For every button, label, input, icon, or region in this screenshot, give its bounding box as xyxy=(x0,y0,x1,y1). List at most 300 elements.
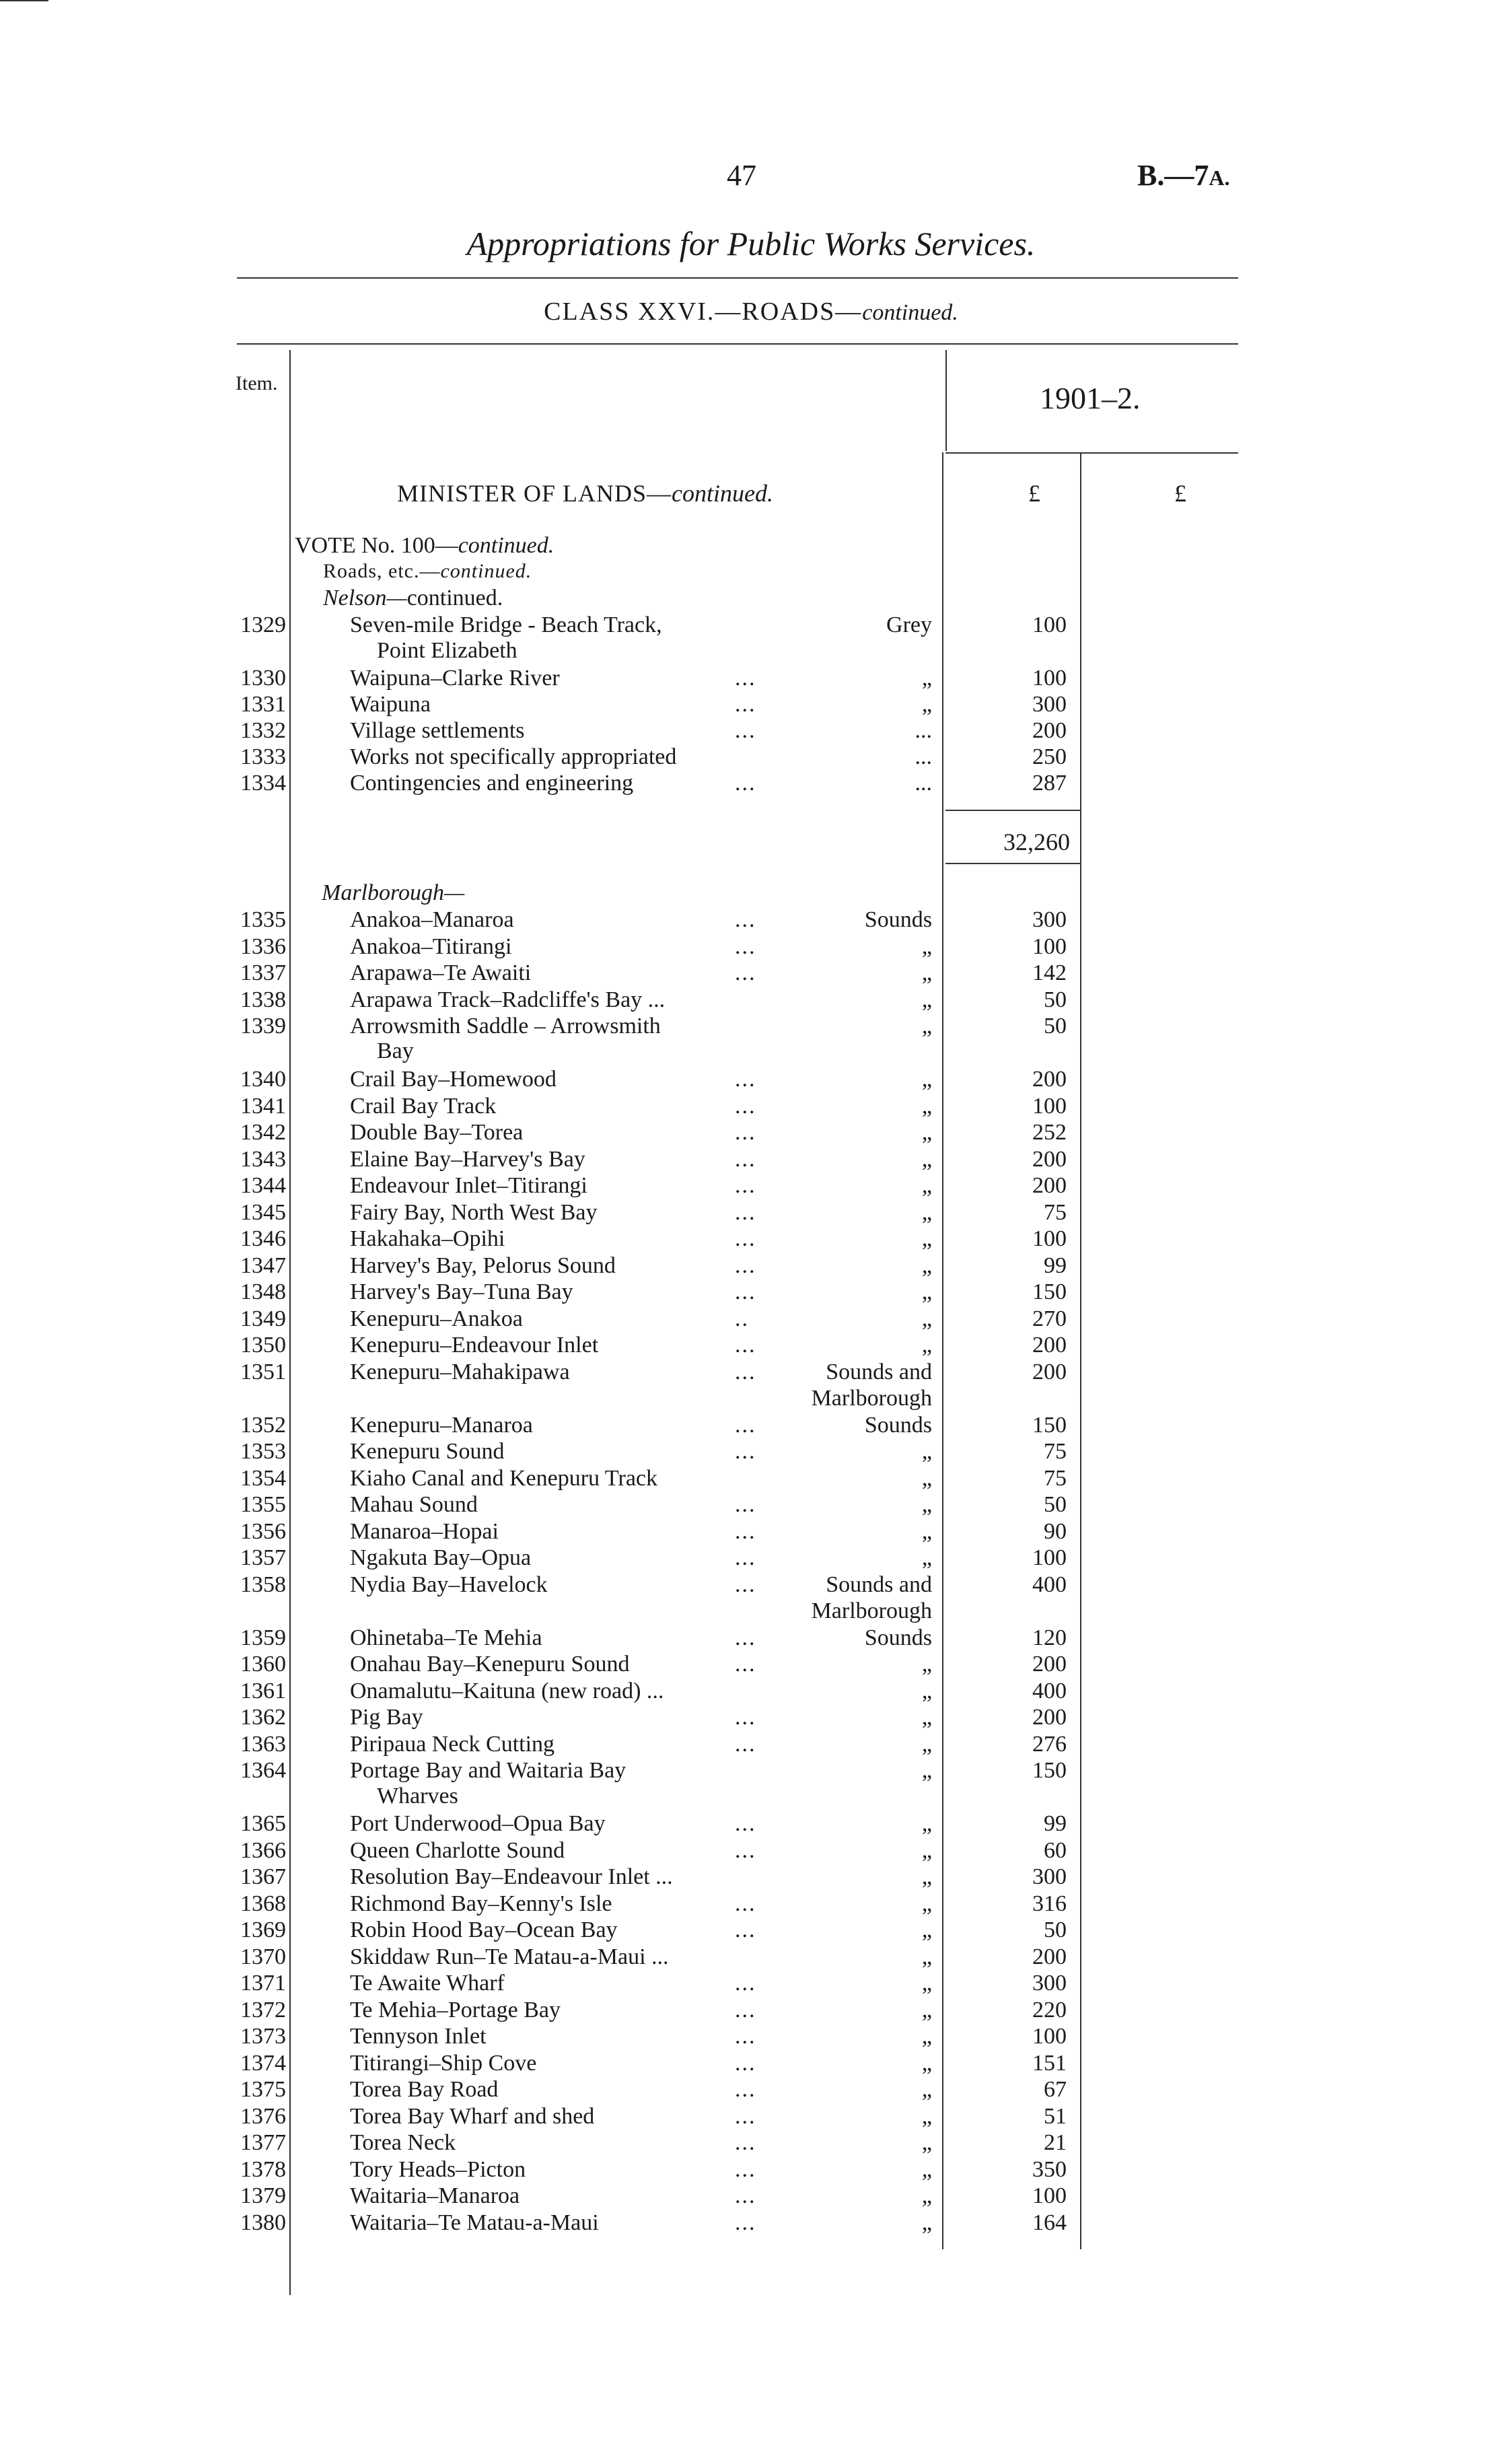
item-amount: 100 xyxy=(1032,2024,1067,2049)
item-district: „ xyxy=(921,1705,932,1730)
vote-heading-main: VOTE No. 100— xyxy=(295,533,458,558)
leader-dots: ... xyxy=(735,934,756,959)
item-description: Arapawa–Te Awaiti xyxy=(350,960,532,985)
table-row xyxy=(0,1253,1502,1279)
leader-dots: ... xyxy=(735,960,756,985)
item-district: „ xyxy=(921,1758,932,1783)
table-row xyxy=(0,2210,1502,2236)
item-description: Kiaho Canal and Kenepuru Track xyxy=(350,1466,658,1491)
item-amount: 270 xyxy=(1032,1306,1067,1331)
ministry-heading-main: MINISTER OF LANDS— xyxy=(397,480,672,507)
item-number: 1345 xyxy=(240,1200,286,1225)
item-description: Crail Bay–Homewood xyxy=(350,1067,557,1092)
leader-dots: ... xyxy=(735,666,756,691)
table-row xyxy=(0,1519,1502,1545)
item-amount: 200 xyxy=(1032,1944,1067,1969)
item-number: 1355 xyxy=(240,1492,286,1517)
leader-dots: ... xyxy=(735,1492,756,1517)
item-number: 1372 xyxy=(240,1998,286,2022)
item-amount: 50 xyxy=(1044,1014,1067,1039)
item-amount: 75 xyxy=(1044,1200,1067,1225)
leader-dots: ... xyxy=(735,2077,756,2102)
item-district: Marlborough xyxy=(811,1598,932,1623)
item-number: 1358 xyxy=(240,1572,286,1597)
item-number: 1364 xyxy=(240,1758,286,1783)
item-amount: 75 xyxy=(1044,1466,1067,1491)
doc-ref-suffix: A. xyxy=(1209,166,1230,190)
leader-dots: ... xyxy=(735,2051,756,2076)
item-district: „ xyxy=(921,1944,932,1969)
leader-dots: ... xyxy=(735,1917,756,1942)
nelson-heading-continued: continued. xyxy=(406,586,503,610)
leader-dots: ... xyxy=(735,1147,756,1172)
item-number: 1335 xyxy=(240,907,286,932)
leader-dots: ... xyxy=(735,1652,756,1677)
item-district: „ xyxy=(921,1147,932,1172)
item-description: Double Bay–Torea xyxy=(350,1120,524,1145)
leader-dots: ... xyxy=(735,2210,756,2235)
table-row xyxy=(0,692,1502,717)
item-number: 1368 xyxy=(240,1891,286,1916)
item-amount: 276 xyxy=(1032,1732,1067,1757)
item-district: „ xyxy=(921,2051,932,2076)
table-row xyxy=(0,1094,1502,1119)
class-heading-continued: continued. xyxy=(862,300,958,325)
table-row xyxy=(0,1891,1502,1917)
table-row xyxy=(0,612,1502,638)
item-district: Marlborough xyxy=(811,1386,932,1411)
item-description: Works not specifically appropriated xyxy=(350,744,677,769)
item-description: Waipuna xyxy=(350,692,431,717)
item-description: Te Mehia–Portage Bay xyxy=(350,1998,561,2022)
leader-dots: ... xyxy=(735,1173,756,1198)
item-amount: 200 xyxy=(1032,1333,1067,1358)
item-number: 1370 xyxy=(240,1944,286,1969)
item-description: Elaine Bay–Harvey's Bay xyxy=(350,1147,585,1172)
item-header-underline xyxy=(0,0,48,1)
item-amount: 150 xyxy=(1032,1413,1067,1438)
item-district: „ xyxy=(921,1917,932,1942)
item-amount: 67 xyxy=(1044,2077,1067,2102)
item-description: Hakahaka–Opihi xyxy=(350,1226,505,1251)
item-number: 1343 xyxy=(240,1147,286,1172)
table-row xyxy=(0,1173,1502,1199)
item-district: „ xyxy=(921,666,932,691)
item-amount: 300 xyxy=(1032,907,1067,932)
item-description: Torea Bay Road xyxy=(350,2077,499,2102)
item-number: 1377 xyxy=(240,2130,286,2155)
item-amount: 250 xyxy=(1032,744,1067,769)
item-description: Waitaria–Te Matau-a-Maui xyxy=(350,2210,599,2235)
item-district: „ xyxy=(921,1333,932,1358)
item-number: 1375 xyxy=(240,2077,286,2102)
table-row xyxy=(0,1200,1502,1226)
marlborough-heading xyxy=(322,880,464,906)
item-number: 1340 xyxy=(240,1067,286,1092)
item-district: ... xyxy=(915,771,932,796)
nelson-total: 32,260 xyxy=(1003,829,1070,855)
table-row xyxy=(0,771,1502,796)
leader-dots: ... xyxy=(735,2157,756,2182)
item-description: Tory Heads–Picton xyxy=(350,2157,526,2182)
item-description: Kenepuru Sound xyxy=(350,1439,505,1464)
item-district: „ xyxy=(921,1226,932,1251)
table-row xyxy=(0,2104,1502,2129)
table-row xyxy=(0,1864,1502,1890)
year-column-divider-top xyxy=(945,350,947,451)
item-description: Arapawa Track–Radcliffe's Bay ... xyxy=(350,987,666,1012)
item-district: „ xyxy=(921,934,932,959)
item-district: „ xyxy=(921,1014,932,1039)
item-district: „ xyxy=(921,2183,932,2208)
item-number: 1363 xyxy=(240,1732,286,1757)
nelson-heading-main: Nelson— xyxy=(323,586,407,610)
item-amount: 151 xyxy=(1032,2051,1067,2076)
vote-heading xyxy=(295,533,554,559)
item-number: 1367 xyxy=(240,1864,286,1889)
subtotal-rule-bottom xyxy=(945,863,1080,864)
item-amount: 50 xyxy=(1044,1917,1067,1942)
item-number: 1354 xyxy=(240,1466,286,1491)
leader-dots: ... xyxy=(735,2183,756,2208)
leader-dots: ... xyxy=(735,1705,756,1730)
item-description: Kenepuru–Endeavour Inlet xyxy=(350,1333,599,1358)
item-amount: 200 xyxy=(1032,1067,1067,1092)
item-amount: 200 xyxy=(1032,1705,1067,1730)
table-row xyxy=(0,1545,1502,1571)
item-district: „ xyxy=(921,2077,932,2102)
table-row xyxy=(0,1917,1502,1943)
item-district: Sounds and xyxy=(826,1360,932,1384)
leader-dots: ... xyxy=(735,1625,756,1650)
item-district: „ xyxy=(921,1545,932,1570)
item-description: Anakoa–Titirangi xyxy=(350,934,512,959)
item-number: 1347 xyxy=(240,1253,286,1278)
leader-dots: ... xyxy=(735,1360,756,1384)
table-row xyxy=(0,1333,1502,1358)
item-description: Port Underwood–Opua Bay xyxy=(350,1811,606,1836)
item-district: „ xyxy=(921,1971,932,1996)
table-row xyxy=(0,1067,1502,1092)
item-number: 1360 xyxy=(240,1652,286,1677)
item-description: Waipuna–Clarke River xyxy=(350,666,560,691)
leader-dots: ... xyxy=(735,1120,756,1145)
item-amount: 150 xyxy=(1032,1758,1067,1783)
roads-heading xyxy=(323,560,532,583)
item-district: „ xyxy=(921,1998,932,2022)
table-row xyxy=(0,2077,1502,2103)
item-number: 1376 xyxy=(240,2104,286,2129)
table-row xyxy=(0,2183,1502,2209)
item-amount: 200 xyxy=(1032,1360,1067,1384)
item-district: „ xyxy=(921,1253,932,1278)
table-row xyxy=(0,907,1502,933)
item-number: 1338 xyxy=(240,987,286,1012)
item-description: Resolution Bay–Endeavour Inlet ... xyxy=(350,1864,673,1889)
class-heading-main: CLASS XXVI.—ROADS— xyxy=(544,297,863,326)
item-amount: 220 xyxy=(1032,1998,1067,2022)
table-top-rule xyxy=(237,343,1238,345)
table-row xyxy=(0,2024,1502,2049)
item-number: 1357 xyxy=(240,1545,286,1570)
item-district: „ xyxy=(921,1173,932,1198)
item-district: „ xyxy=(921,1864,932,1889)
item-amount: 142 xyxy=(1032,960,1067,985)
item-district: „ xyxy=(921,1811,932,1836)
item-number: 1374 xyxy=(240,2051,286,2076)
item-district: Sounds xyxy=(864,1413,932,1438)
ministry-heading xyxy=(397,479,773,507)
item-description: Ngakuta Bay–Opua xyxy=(350,1545,532,1570)
item-description: Fairy Bay, North West Bay xyxy=(350,1200,598,1225)
item-description: Onamalutu–Kaituna (new road) ... xyxy=(350,1679,664,1703)
table-row xyxy=(0,1360,1502,1385)
leader-dots: ... xyxy=(735,692,756,717)
year-header-rule xyxy=(945,452,1238,454)
item-amount: 150 xyxy=(1032,1279,1067,1304)
item-district: „ xyxy=(921,960,932,985)
leader-dots: ... xyxy=(735,1891,756,1916)
table-row xyxy=(0,2130,1502,2156)
item-district: ... xyxy=(915,718,932,743)
item-description-continuation: Wharves xyxy=(377,1784,458,1808)
item-description-continuation: Bay xyxy=(377,1039,414,1063)
item-amount: 100 xyxy=(1032,612,1067,637)
leader-dots: ... xyxy=(735,1067,756,1092)
table-row xyxy=(0,934,1502,960)
item-amount: 300 xyxy=(1032,692,1067,717)
table-row xyxy=(0,1306,1502,1332)
item-number: 1366 xyxy=(240,1838,286,1863)
item-amount: 60 xyxy=(1044,1838,1067,1863)
leader-dots: ... xyxy=(735,907,756,932)
item-description: Manaroa–Hopai xyxy=(350,1519,499,1544)
subtotal-rule xyxy=(945,810,1080,811)
item-amount: 120 xyxy=(1032,1625,1067,1650)
item-description-continuation: Point Elizabeth xyxy=(377,638,517,663)
item-amount: 100 xyxy=(1032,1545,1067,1570)
item-amount: 350 xyxy=(1032,2157,1067,2182)
item-district: ... xyxy=(915,744,932,769)
item-number: 1348 xyxy=(240,1279,286,1304)
item-district: Sounds xyxy=(864,1625,932,1650)
item-amount: 287 xyxy=(1032,771,1067,796)
table-row xyxy=(0,1998,1502,2023)
item-amount: 100 xyxy=(1032,1226,1067,1251)
roads-heading-continued: continued. xyxy=(440,560,532,582)
item-column-header: Item. xyxy=(236,372,278,394)
item-number: 1365 xyxy=(240,1811,286,1836)
item-number: 1352 xyxy=(240,1413,286,1438)
table-row xyxy=(0,1466,1502,1491)
table-row xyxy=(0,1386,1502,1411)
item-district: Sounds xyxy=(864,907,932,932)
item-amount: 400 xyxy=(1032,1679,1067,1703)
item-district: Sounds and xyxy=(826,1572,932,1597)
doc-ref-main: B.—7 xyxy=(1137,159,1209,192)
item-district: „ xyxy=(921,2157,932,2182)
item-number: 1379 xyxy=(240,2183,286,2208)
table-row xyxy=(0,1279,1502,1305)
item-description: Contingencies and engineering xyxy=(350,771,634,796)
item-description: Village settlements xyxy=(350,718,525,743)
item-number: 1342 xyxy=(240,1120,286,1145)
table-row xyxy=(0,1572,1502,1598)
item-district: „ xyxy=(921,1094,932,1119)
item-amount: 252 xyxy=(1032,1120,1067,1145)
item-amount: 50 xyxy=(1044,987,1067,1012)
item-amount: 164 xyxy=(1032,2210,1067,2235)
item-number: 1369 xyxy=(240,1917,286,1942)
item-description: Endeavour Inlet–Titirangi xyxy=(350,1173,587,1198)
item-amount: 90 xyxy=(1044,1519,1067,1544)
table-row xyxy=(0,718,1502,744)
item-number: 1362 xyxy=(240,1705,286,1730)
table-row xyxy=(0,1413,1502,1438)
item-description: Kenepuru–Manaroa xyxy=(350,1413,533,1438)
item-amount: 50 xyxy=(1044,1492,1067,1517)
leader-dots: ... xyxy=(735,1413,756,1438)
item-description: Skiddaw Run–Te Matau-a-Maui ... xyxy=(350,1944,669,1969)
item-number: 1337 xyxy=(240,960,286,985)
title-rule xyxy=(237,277,1238,279)
item-district: „ xyxy=(921,1200,932,1225)
table-row xyxy=(0,744,1502,770)
item-number: 1361 xyxy=(240,1679,286,1703)
table-row xyxy=(0,1705,1502,1730)
item-description: Kenepuru–Anakoa xyxy=(350,1306,523,1331)
item-number: 1330 xyxy=(240,666,286,691)
table-row xyxy=(0,1120,1502,1146)
table-row xyxy=(0,960,1502,986)
leader-dots: ... xyxy=(735,718,756,743)
item-description: Harvey's Bay–Tuna Bay xyxy=(350,1279,573,1304)
leader-dots: ... xyxy=(735,1200,756,1225)
item-amount: 316 xyxy=(1032,1891,1067,1916)
item-amount: 99 xyxy=(1044,1811,1067,1836)
item-number: 1329 xyxy=(240,612,286,637)
item-amount: 21 xyxy=(1044,2130,1067,2155)
item-number: 1371 xyxy=(240,1971,286,1996)
item-amount: 99 xyxy=(1044,1253,1067,1278)
item-description: Pig Bay xyxy=(350,1705,423,1730)
table-row xyxy=(0,1785,1502,1810)
ministry-heading-continued: continued. xyxy=(672,480,773,507)
item-description: Ohinetaba–Te Mehia xyxy=(350,1625,542,1650)
pound-symbol-total: £ xyxy=(1174,480,1186,507)
leader-dots: ... xyxy=(735,1439,756,1464)
item-amount: 100 xyxy=(1032,666,1067,691)
table-row xyxy=(0,1041,1502,1066)
item-district: „ xyxy=(921,1891,932,1916)
item-amount: 200 xyxy=(1032,718,1067,743)
item-description: Waitaria–Manaroa xyxy=(350,2183,520,2208)
table-row xyxy=(0,1758,1502,1784)
table-row xyxy=(0,1944,1502,1970)
class-heading xyxy=(0,297,1502,326)
item-district: „ xyxy=(921,2104,932,2129)
item-description: Seven-mile Bridge - Beach Track, xyxy=(350,612,662,637)
item-amount: 200 xyxy=(1032,1147,1067,1172)
item-number: 1380 xyxy=(240,2210,286,2235)
item-number: 1378 xyxy=(240,2157,286,2182)
page-title: Appropriations for Public Works Services. xyxy=(466,225,1036,262)
table-row xyxy=(0,666,1502,691)
table-row xyxy=(0,1652,1502,1677)
item-description: Crail Bay Track xyxy=(350,1094,497,1119)
item-number: 1332 xyxy=(240,718,286,743)
document-reference xyxy=(1137,158,1229,192)
item-amount: 100 xyxy=(1032,1094,1067,1119)
item-description: Richmond Bay–Kenny's Isle xyxy=(350,1891,612,1916)
vote-heading-continued: continued. xyxy=(458,533,555,558)
item-district: „ xyxy=(921,2024,932,2049)
item-amount: 400 xyxy=(1032,1572,1067,1597)
item-number: 1350 xyxy=(240,1333,286,1358)
item-description: Kenepuru–Mahakipawa xyxy=(350,1360,570,1384)
item-number: 1359 xyxy=(240,1625,286,1650)
item-district: „ xyxy=(921,1466,932,1491)
leader-dots: ... xyxy=(735,2024,756,2049)
table-row xyxy=(0,1811,1502,1837)
item-description: Onahau Bay–Kenepuru Sound xyxy=(350,1652,630,1677)
item-district: „ xyxy=(921,1306,932,1331)
leader-dots: ... xyxy=(735,1572,756,1597)
marlborough-heading-text: Marlborough— xyxy=(322,880,465,905)
item-district: „ xyxy=(921,1519,932,1544)
item-amount: 200 xyxy=(1032,1652,1067,1677)
leader-dots: ... xyxy=(735,2130,756,2155)
item-district: „ xyxy=(921,1279,932,1304)
item-number: 1341 xyxy=(240,1094,286,1119)
item-description: Robin Hood Bay–Ocean Bay xyxy=(350,1917,618,1942)
item-district: „ xyxy=(921,2210,932,2235)
item-description: Piripaua Neck Cutting xyxy=(350,1732,555,1757)
item-amount: 51 xyxy=(1044,2104,1067,2129)
item-district: „ xyxy=(921,1120,932,1145)
leader-dots: .. xyxy=(735,1306,749,1331)
item-description: Mahau Sound xyxy=(350,1492,478,1517)
table-row xyxy=(0,1226,1502,1252)
leader-dots: ... xyxy=(735,1226,756,1251)
leader-dots: ... xyxy=(735,1519,756,1544)
table-row xyxy=(0,1838,1502,1864)
table-row xyxy=(0,987,1502,1013)
item-district: „ xyxy=(921,987,932,1012)
table-row xyxy=(0,1439,1502,1465)
item-amount: 75 xyxy=(1044,1439,1067,1464)
item-district: „ xyxy=(921,1838,932,1863)
item-district: „ xyxy=(921,1732,932,1757)
item-district: „ xyxy=(921,1652,932,1677)
leader-dots: ... xyxy=(735,1333,756,1358)
leader-dots: ... xyxy=(735,1971,756,1996)
item-description: Tennyson Inlet xyxy=(350,2024,487,2049)
item-district: „ xyxy=(921,1679,932,1703)
nelson-heading xyxy=(323,586,503,611)
item-description: Harvey's Bay, Pelorus Sound xyxy=(350,1253,616,1278)
year-column-header: 1901–2. xyxy=(1040,381,1141,415)
item-number: 1336 xyxy=(240,934,286,959)
table-row xyxy=(0,1014,1502,1039)
item-number: 1334 xyxy=(240,771,286,796)
item-description: Nydia Bay–Havelock xyxy=(350,1572,548,1597)
item-district: „ xyxy=(921,1492,932,1517)
item-amount: 300 xyxy=(1032,1864,1067,1889)
item-district: „ xyxy=(921,1439,932,1464)
leader-dots: ... xyxy=(735,1094,756,1119)
item-amount: 100 xyxy=(1032,934,1067,959)
